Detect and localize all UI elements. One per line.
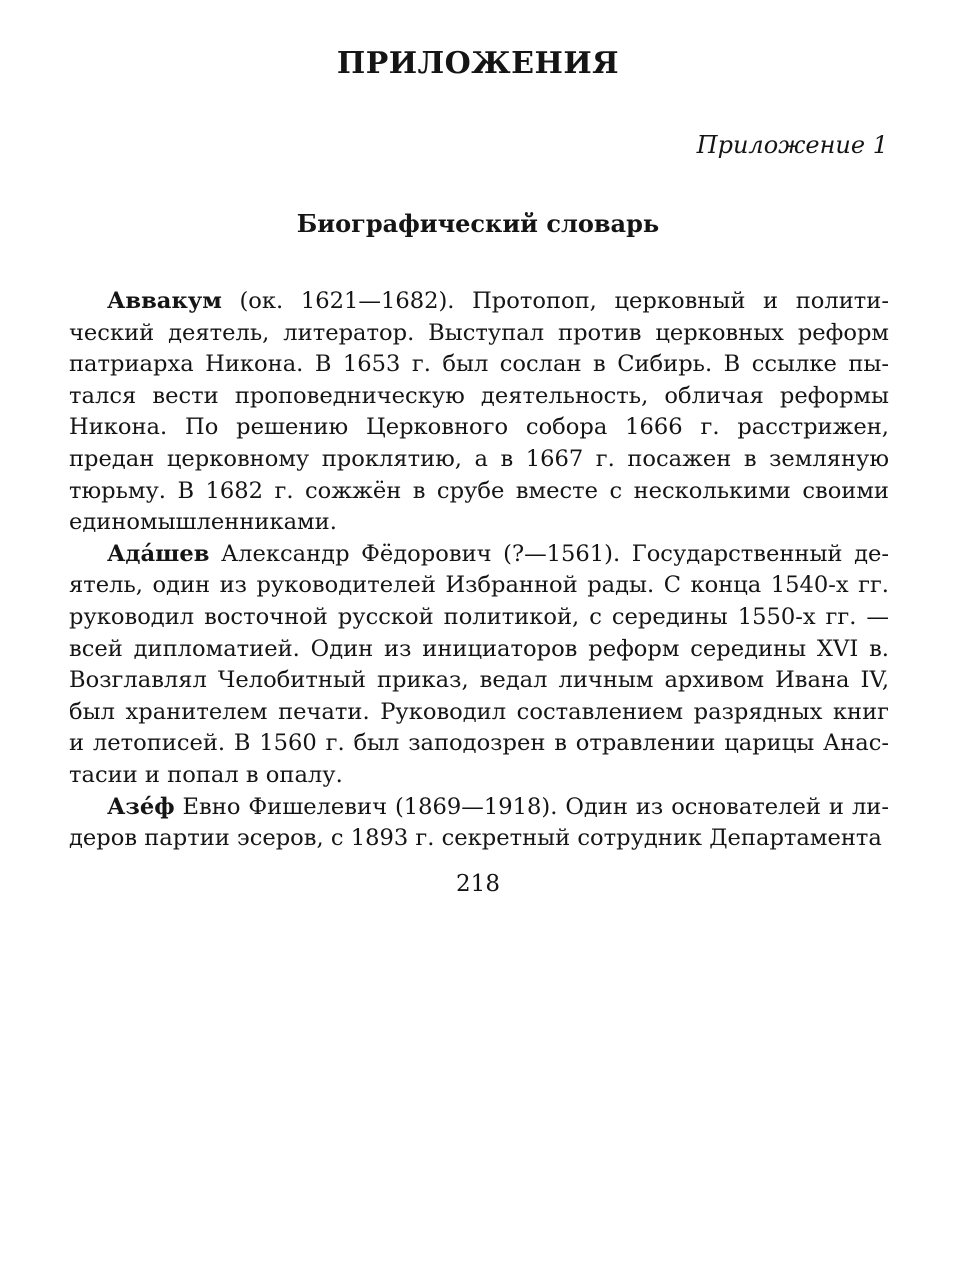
entry-name: Аввакум [107, 288, 222, 314]
section-title: ПРИЛОЖЕНИЯ [336, 46, 620, 81]
dictionary-entry [69, 792, 889, 855]
entry-text: (ок. 1621—1682). Протопоп, церковный и политический деятель, литератор. Выступал против церковных реформ патриарха Никона. В 1653 г. был сослан в Сибирь. В ссылке пытался вести проповедническую деятельность, обличая реформы Никона. По решению Церковного собора 1666 г. расстрижен, предан церковному проклятию, а в 1667 г. посажен в земляную тюрьму. В 1682 г. сожжён в срубе вместе с несколькими своими единомышленниками. [69, 288, 889, 536]
dictionary-title: Биографический словарь [296, 209, 660, 238]
dictionary-entry [69, 539, 889, 792]
entry-name: Ада́шев [107, 540, 210, 567]
entry-text: Евно Фишелевич (1869—1918). Один из основателей и лидеров партии эсеров, с 1893 г. секретный сотрудник Департамента [69, 793, 889, 852]
entry-name: Азе́ф [107, 793, 175, 820]
entry-text: Александр Фёдорович (?—1561). Государственный деятель, один из руководителей Избранной рады. С конца 1540-х гг. руководил восточной русской политикой, с середины 1550-х гг. — всей дипломатией. Один из инициаторов реформ середины XVI в. Возглавлял Челобитный приказ, ведал личным архивом Ивана IV, был хранителем печати. Руководил составлением разрядных книг и летописей. В 1560 г. был заподозрен в отравлении царицы Анастасии и попал в опалу. [69, 540, 889, 788]
dictionary-entry [69, 286, 889, 539]
page-number: 218 [456, 871, 500, 897]
dictionary-body [69, 286, 889, 855]
appendix-label: Приложение 1 [696, 131, 888, 159]
